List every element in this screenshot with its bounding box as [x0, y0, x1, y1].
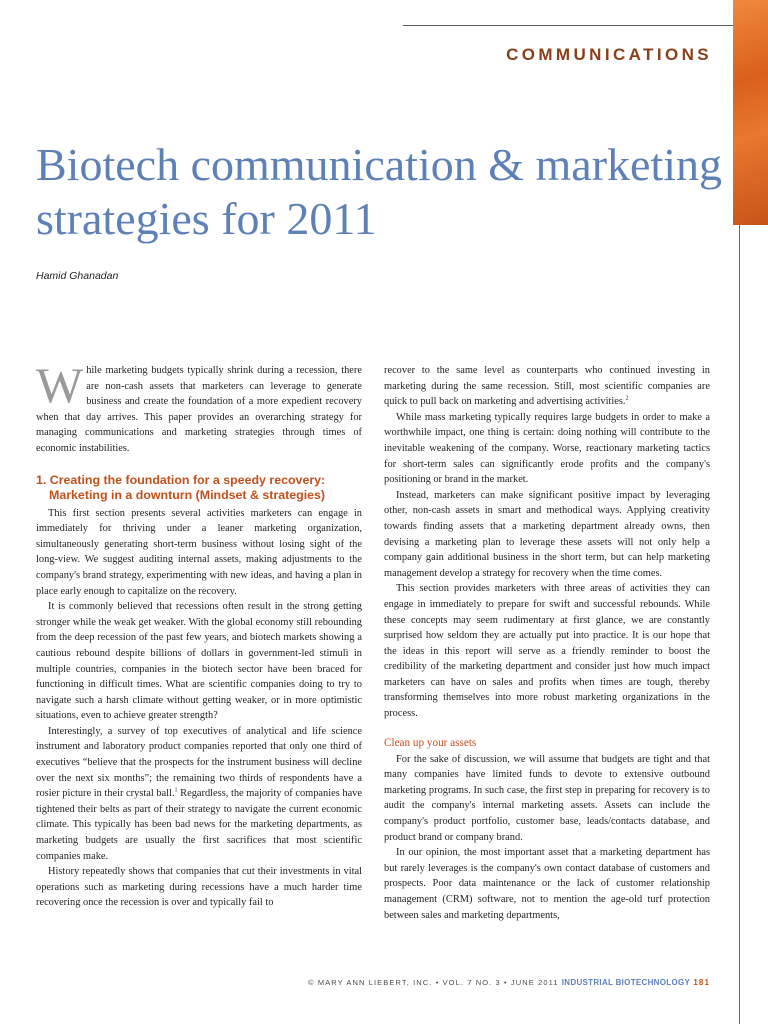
right-paragraph-5: For the sake of discussion, we will assume that budgets are tight and that many companies have limited funds to devote to extensive outbound marketing programs. In such case, the first step in preparing for recovery is to audit the company's internal marketing assets. Assets can include the company's product portfolio, customer base, leads/contacts database, and product brand or company brand. — [384, 753, 710, 843]
section-label: COMMUNICATIONS — [506, 45, 712, 64]
footer-publisher: © MARY ANN LIEBERT, INC. • VOL. 7 NO. 3 • JUNE 2011 — [308, 978, 559, 987]
top-rule — [403, 25, 733, 26]
paragraph-3-part-b: Regardless, the majority of companies have tightened their belts as part of their strategy to navigate the current economic climate. This typically has been bad news for the marketing departments, as marketing budgets are usually the first sacrifices that most scientific companies make. — [36, 788, 362, 862]
paragraph-2: It is commonly believed that recessions often result in the strong getting stronger while the weak get weaker. With the global economy still rebounding from the deep recession of the past few years, and biotech markets showing a cautious rebound despite billions of dollars in government-led stimuli in multiple countries, companies in the biotech sector have been braced for functioning in difficult times. What are scientific companies doing to try to navigate such a harsh climate without getting weaker, or in more optimistic situations, even to achieve greater strength? — [36, 601, 362, 722]
footnote-ref-2: 2 — [625, 395, 629, 402]
right-paragraph-3: Instead, marketers can make significant positive impact by leveraging other, non-cash assets in smart and methodical ways. Applying creativity towards finding assets that a marketing department already owns, then devising a marketing plan to leverage these assets will not only help a company gain additional business in the short term, but can help marketing management develop a strategy for recovery when the time comes. — [384, 489, 710, 579]
page-footer — [308, 978, 710, 987]
paragraph-4: History repeatedly shows that companies that cut their investments in vital operations such as marketing during recessions have a much harder time recovering once the recession is over and typically fail to — [36, 866, 362, 909]
footer-journal: INDUSTRIAL BIOTECHNOLOGY — [561, 978, 691, 987]
right-paragraph-1 — [384, 363, 710, 410]
right-paragraph-2: While mass marketing typically requires large budgets in order to make a worthwhile impact, one thing is certain: doing nothing will contribute to the inevitable weakening of the company. Worse, reactionary marketing tactics for short-term sales can significantly erode profits and the company's positioning or brand in the market. — [384, 411, 710, 486]
intro-paragraph — [36, 357, 362, 457]
right-paragraph-4: This section provides marketers with three areas of activities they can engage in immediately to prepare for swift and successful rebounds. While these concepts may seem rudimentary at first glance, we are constantly surprised how seldom they are actually put into practice. It is our hope that the ideas in this report will serve as a friendly reminder to boost the credibility of the marketing department and consider just how much impact marketers can have on sales and profits when times are tough, thereby transforming themselves into more robust marketing organizations in the process. — [384, 583, 710, 720]
page-number: 181 — [693, 978, 710, 987]
orange-accent-strip — [733, 0, 768, 225]
paragraph-1: This first section presents several activities marketers can engage in immediately for thriving under a leaner marketing organization, simultaneously generating short-term business without losing sight of the long-view. We suggest auditing internal assets, making adjustments to the company's brand strategy, experimenting with new ideas, and having a plan in place early enough to capitalize on the recovery. — [36, 507, 362, 597]
drop-cap: W — [36, 357, 84, 413]
right-paragraph-1-text: recover to the same level as counterparts who continued investing in marketing during the same recession. Still, most scientific companies are quick to pull back on marketing and advertising activities. — [384, 365, 710, 408]
paragraph-3 — [36, 724, 362, 864]
subheading-clean-up-assets: Clean up your assets — [384, 736, 477, 749]
footnote-ref-1: 1 — [174, 787, 178, 794]
side-rule — [739, 225, 740, 1024]
left-column — [36, 357, 362, 911]
right-column — [384, 363, 710, 923]
section-heading-1: 1. Creating the foundation for a speedy recovery: Marketing in a downturn (Mindset & strategies) — [36, 472, 326, 502]
article-author: Hamid Ghanadan — [36, 270, 119, 282]
right-paragraph-6: In our opinion, the most important asset that a marketing department has but rarely leverages is the company's own contact database of customers and prospects. Poor data maintenance or the lack of customer relationship management (CRM) software, not to mention the age-old turf protection between sales and marketing departments, — [384, 847, 710, 921]
article-title: Biotech communication & marketing strategies for 2011 — [36, 139, 723, 244]
paragraph-3-part-a: Interestingly, a survey of top executives of analytical and life science instrument and laboratory product companies reported that only one third of executives “believe that the prospects for the instrument business will decline over the next six months”; the remaining two thirds of respondents have a rosier picture in their crystal ball. — [36, 725, 362, 800]
intro-text: hile marketing budgets typically shrink during a recession, there are non-cash assets that marketers can leverage to generate business and create the foundation of a more expedient recovery when that day arrives. This paper provides an overarching strategy for managing communications and marketing strategies through times of economic instabilities. — [36, 365, 362, 454]
